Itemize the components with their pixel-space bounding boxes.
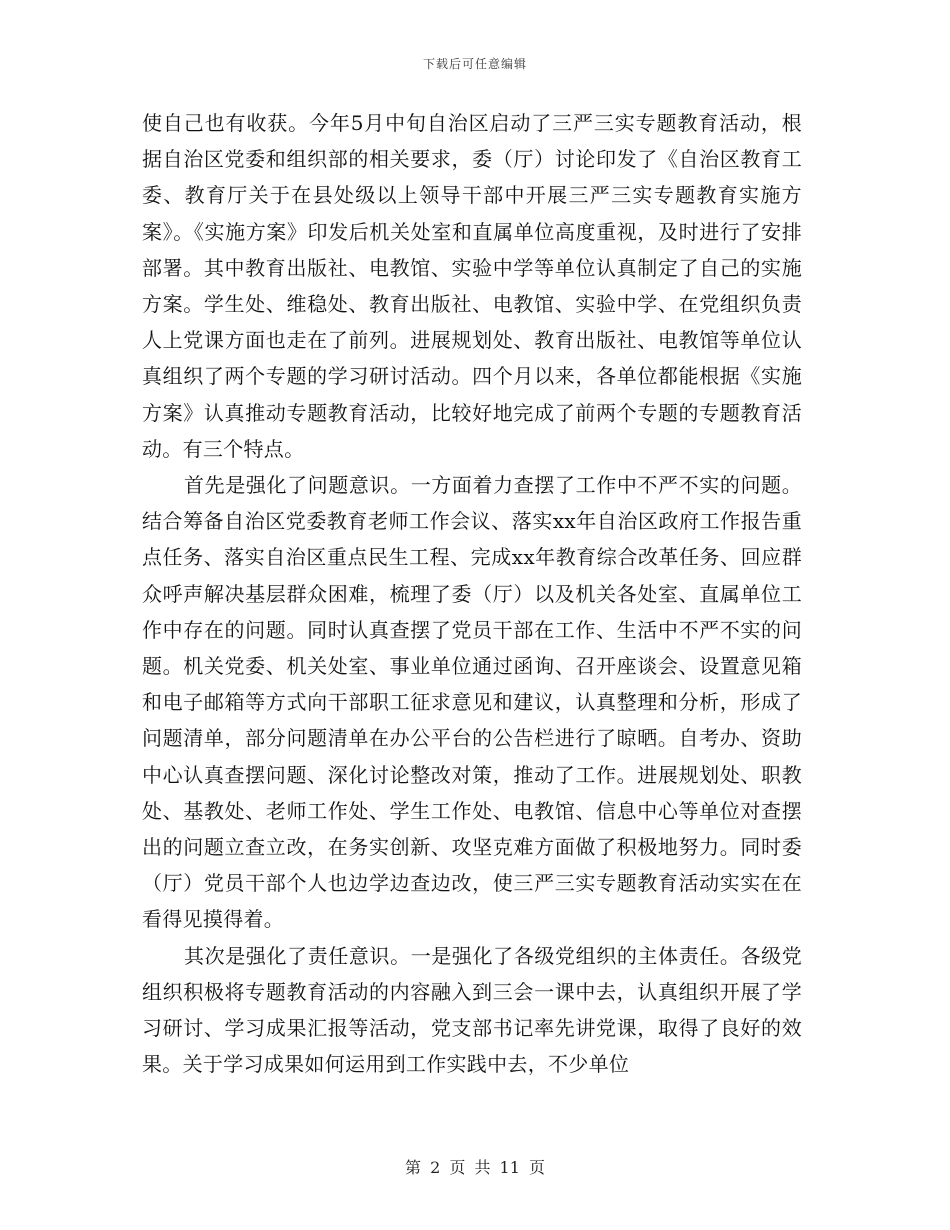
paragraph-2: 首先是强化了问题意识。一方面着力查摆了工作中不严不实的问题。结合筹备自治区党委教育老师工作会议、落实xx年自治区政府工作报告重点任务、落实自治区重点民生工程、完成xx年教育综合改革任务、回应群众呼声解决基层群众困难，梳理了委（厅）以及机关各处室、直属单位工作中存在的问题。同时认真查摆了党员干部在工作、生活中不严不实的问题。机关党委、机关处室、事业单位通过函询、召开座谈会、设置意见箱和电子邮箱等方式向干部职工征求意见和建议，认真整理和分析，形成了问题清单，部分问题清单在办公平台的公告栏进行了晾晒。自考办、资助中心认真查摆问题、深化讨论整改对策，推动了工作。进展规划处、职教处、基教处、老师工作处、学生工作处、电教馆、信息中心等单位对查摆出的问题立查立改，在务实创新、攻坚克难方面做了积极地努力。同时委（厅）党员干部个人也边学边查边改，使三严三实专题教育活动实实在在看得见摸得着。 bbox=[142, 473, 802, 932]
paragraph-1: 使自己也有收获。今年5月中旬自治区启动了三严三实专题教育活动，根据自治区党委和组织部的相关要求，委（厅）讨论印发了《自治区教育工委、教育厅关于在县处级以上领导干部中开展三严三实专题教育实施方案》。《实施方案》印发后机关处室和直属单位高度重视，及时进行了安排部署。其中教育出版社、电教馆、实验中学等单位认真制定了自己的实施方案。学生处、维稳处、教育出版社、电教馆、实验中学、在党组织负责人上党课方面也走在了前列。进展规划处、教育出版社、电教馆等单位认真组织了两个专题的学习研讨活动。四个月以来，各单位都能根据《实施方案》认真推动专题教育活动，比较好地完成了前两个专题的专题教育活动。有三个特点。 bbox=[142, 111, 802, 461]
document-body bbox=[142, 105, 802, 1082]
page-footer: 第 2 页 共 11 页 bbox=[405, 1158, 545, 1177]
paragraph-3: 其次是强化了责任意识。一是强化了各级党组织的主体责任。各级党组织积极将专题教育活动的内容融入到三会一课中去，认真组织开展了学习研讨、学习成果汇报等活动，党支部书记率先讲党课，取得了良好的效果。关于学习成果如何运用到工作实践中去，不少单位 bbox=[142, 943, 802, 1077]
page-header: 下载后可任意编辑 bbox=[422, 57, 527, 71]
